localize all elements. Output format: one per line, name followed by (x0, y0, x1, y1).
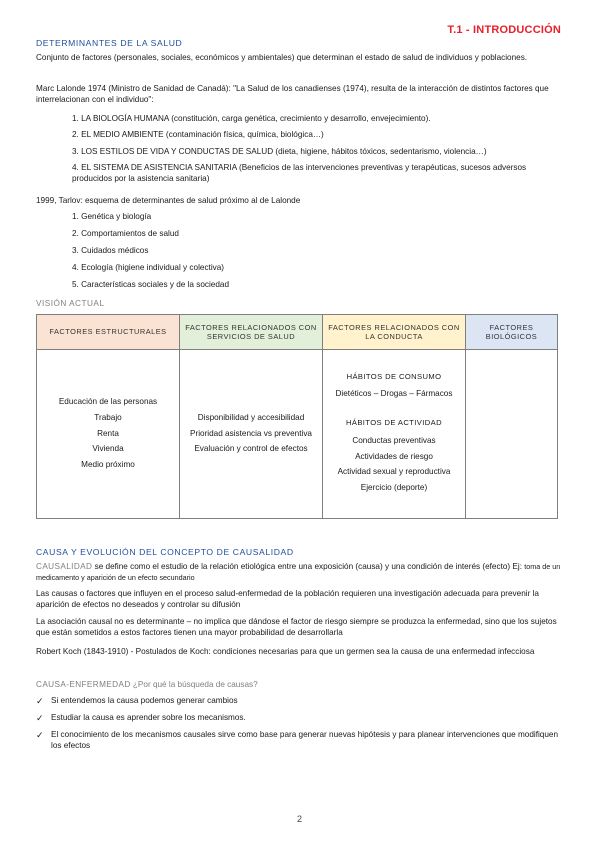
check-mark-icon: ✓ (36, 730, 44, 740)
causa-enfermedad-question: ¿Por qué la búsqueda de causas? (130, 680, 258, 689)
cell-text: Vivienda (92, 444, 124, 454)
causa-enfermedad-label: CAUSA-ENFERMEDAD (36, 680, 131, 689)
tarlov-item: 3. Cuidados médicos (72, 246, 149, 255)
header-factores-conducta: FACTORES RELACIONADOS CON LA CONDUCTA (323, 315, 466, 350)
cell-text: Ejercicio (deporte) (360, 482, 428, 492)
cell-estructurales (37, 350, 180, 519)
table-row (37, 350, 558, 519)
tarlov-item: 2. Comportamientos de salud (72, 229, 179, 238)
section-title-determinantes: DETERMINANTES DE LA SALUD (36, 38, 183, 48)
tarlov-item: 5. Características sociales y de la sociedad (72, 280, 230, 289)
chapter-title: T.1 - INTRODUCCIÓN (447, 24, 561, 36)
check-mark-icon: ✓ (36, 713, 44, 723)
cell-text: Medio próximo (81, 459, 135, 469)
cell-text: Trabajo (94, 413, 122, 423)
cell-text: Disponibilidad y accesibilidad (197, 413, 305, 423)
lalonde-item: 2. EL MEDIO AMBIENTE (contaminación física, química, biológica…) (72, 130, 324, 139)
cell-subheading: HÁBITOS DE ACTIVIDAD (345, 418, 443, 428)
header-factores-biologicos: FACTORES BIOLÓGICOS (466, 315, 558, 350)
cell-text: Actividad sexual y reproductiva (337, 467, 451, 477)
cell-subheading: HÁBITOS DE CONSUMO (346, 371, 442, 381)
lalonde-intro: Marc Lalonde 1974 (Ministro de Sanidad de Canadá): "La Salud de los canadienses (1974), resulta de la interacción de distintos factores que interrelacionan con el individuo": (36, 84, 549, 104)
cell-text: Prioridad asistencia vs preventiva (190, 428, 312, 438)
causa-enfermedad-heading (36, 680, 562, 691)
table-header-row (37, 315, 558, 350)
vision-table (36, 314, 558, 519)
header-factores-servicios: FACTORES RELACIONADOS CON SERVICIOS DE SALUD (180, 315, 323, 350)
causalidad-text: se define como el estudio de la relación etiológica entre una exposición (causa) y una condición de interés (efecto) Ej: (92, 562, 525, 571)
tarlov-item: 1. Genética y biología (72, 212, 152, 221)
causalidad-paragraph (36, 562, 562, 583)
cell-servicios (180, 350, 323, 519)
lalonde-item: 3. LOS ESTILOS DE VIDA Y CONDUCTAS DE SALUD (dieta, higiene, hábitos tóxicos, sedentarismo, violencia…) (72, 147, 487, 156)
cell-text: Actividades de riesgo (355, 451, 433, 461)
cell-text: Evaluación y control de efectos (194, 444, 308, 454)
lalonde-item: 4. EL SISTEMA DE ASISTENCIA SANITARIA (Beneficios de las intervenciones preventivas y terapéuticas, sucesos adversos producidos por la asistencia sanitaria) (72, 163, 527, 183)
check-mark-icon: ✓ (36, 696, 44, 706)
cell-text: Renta (97, 428, 119, 438)
lalonde-item: 1. LA BIOLOGÍA HUMANA (constitución, carga genética, crecimiento y desarrollo, envejecimiento). (72, 114, 431, 123)
tarlov-intro: 1999, Tarlov: esquema de determinantes de salud próximo al de Lalonde (36, 196, 301, 205)
check-item-text: Estudiar la causa es aprender sobre los mecanismos. (51, 713, 246, 722)
asociacion-paragraph: La asociación causal no es determinante – no implica que dándose el factor de riesgo siempre se produzca la enfermedad, sino que los sujetos que están sometidos a estos factores tienen una mayor probabilidad de desarrollarla (36, 617, 557, 637)
tarlov-item: 4. Ecología (higiene individual y colectiva) (72, 263, 225, 272)
definition-paragraph: Conjunto de factores (personales, sociales, económicos y ambientales) que determinan el estado de salud de individuos y poblaciones. (36, 53, 528, 62)
koch-paragraph: Robert Koch (1843-1910) - Postulados de Koch: condiciones necesarias para que un germen sea la causa de una enfermedad infecciosa (36, 647, 535, 656)
cell-text: Conductas preventivas (352, 435, 436, 445)
causalidad-example: toma de un medicamento y aparición de un efecto secundario (36, 562, 561, 582)
header-factores-estructurales: FACTORES ESTRUCTURALES (37, 315, 180, 350)
causas-paragraph: Las causas o factores que influyen en el proceso salud-enfermedad de la población requieren una investigación adecuada para prevenir la aparición de efectos no deseados y controlar su difusión (36, 589, 539, 609)
causalidad-label: CAUSALIDAD (36, 562, 93, 571)
section-subtitle-vision: VISIÓN ACTUAL (36, 299, 105, 308)
check-item-text: Si entendemos la causa podemos generar cambios (51, 696, 238, 705)
cell-conducta (323, 350, 466, 519)
cell-text: Educación de las personas (58, 397, 158, 407)
cell-biologicos (466, 350, 558, 519)
cell-text: Dietéticos – Drogas – Fármacos (335, 389, 453, 399)
check-item-text: El conocimiento de los mecanismos causales sirve como base para generar nuevas hipótesis y para planear intervenciones que modifiquen los efectos (51, 730, 558, 750)
page-number: 2 (296, 814, 302, 824)
section-title-causa: CAUSA Y EVOLUCIÓN DEL CONCEPTO DE CAUSALIDAD (36, 547, 294, 557)
